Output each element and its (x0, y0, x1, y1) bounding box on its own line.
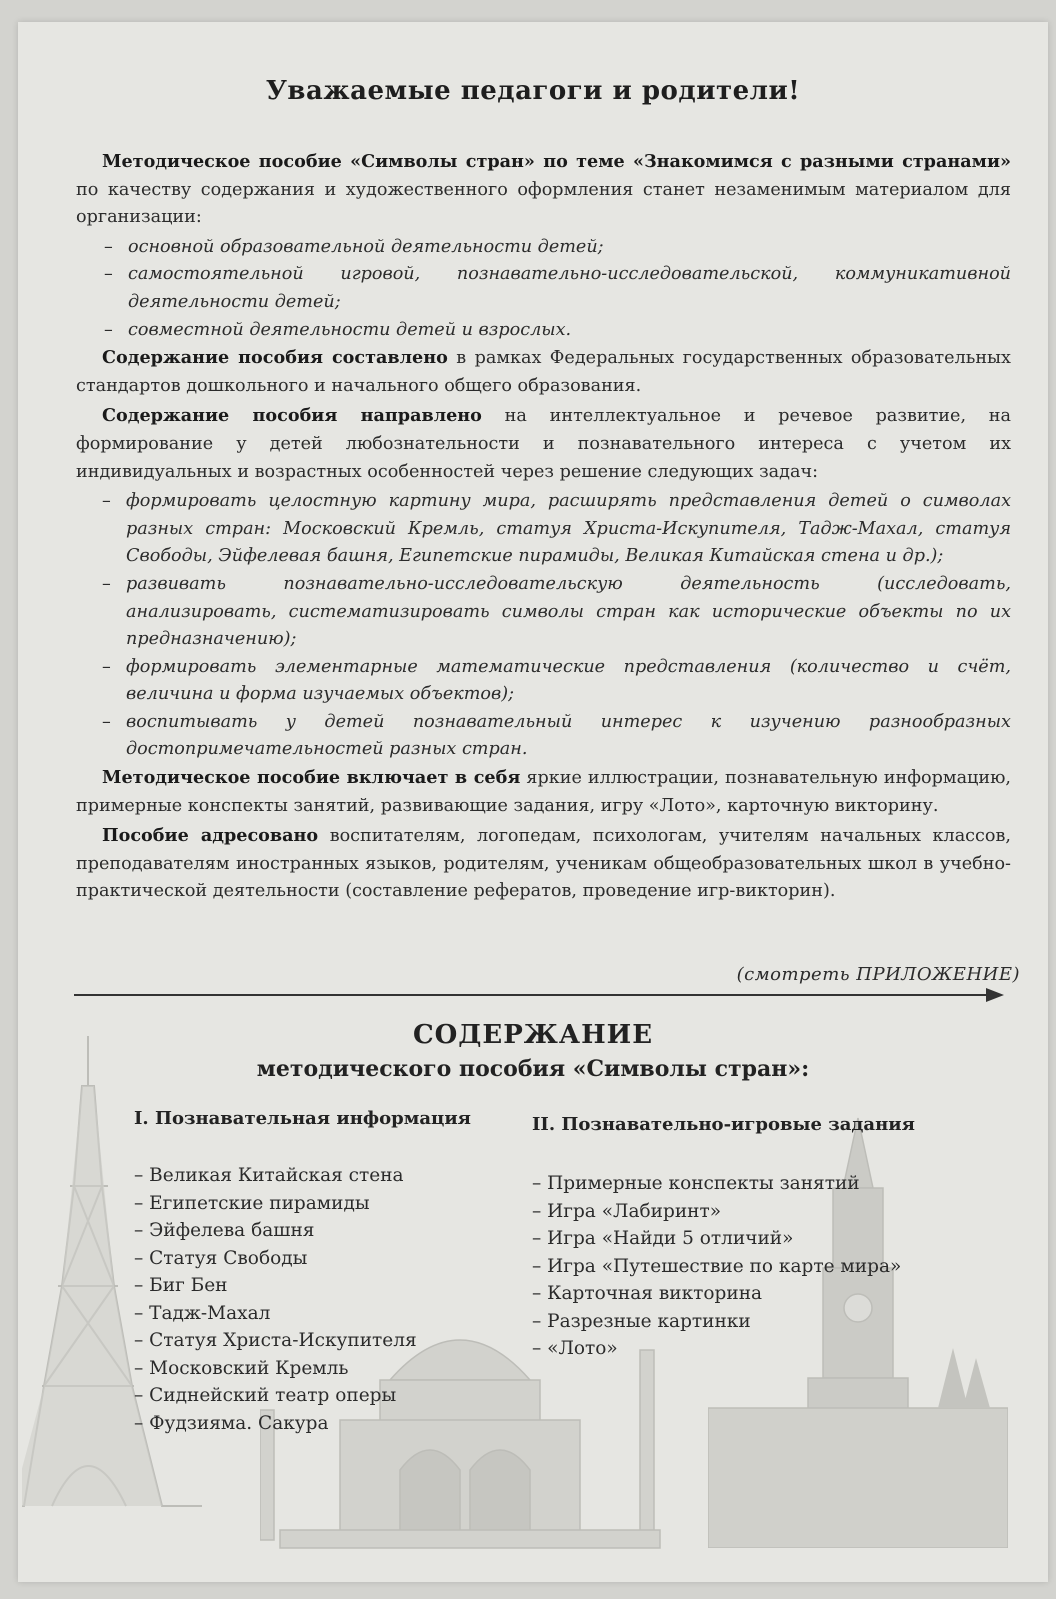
intro-section (76, 148, 1011, 908)
intro-paragraph (76, 148, 1011, 232)
list-item: – Игра «Лабиринт» (532, 1198, 901, 1226)
intro-bold-lead: Методическое пособие «Символы стран» по теме «Знакомимся с разными странами» (102, 151, 1011, 172)
activities-list (76, 234, 1011, 344)
list-item: – развивать познавательно-исследовательскую деятельность (исследовать, анализировать, систематизировать символы стран как исторические объекты по их предназначению); (76, 571, 1011, 654)
section2-heading: II. Познавательно-игровые задания (532, 1114, 915, 1135)
list-item: – совместной деятельности детей и взрослых. (76, 317, 1011, 345)
appendix-note: (смотреть ПРИЛОЖЕНИЕ) (736, 964, 1020, 985)
list-item: – Статуя Свободы (134, 1245, 417, 1273)
includes-bold-lead: Методическое пособие включает в себя (102, 767, 521, 789)
list-item: – Московский Кремль (134, 1355, 417, 1383)
arrow-right-icon (986, 988, 1004, 1002)
list-item: – самостоятельной игровой, познавательно-исследовательской, коммуникативной деятельности детей; (76, 261, 1011, 316)
document-page (18, 22, 1048, 1582)
list-item: – «Лото» (532, 1335, 901, 1363)
list-item: – формировать целостную картину мира, расширять представления детей о символах разных стран: Московский Кремль, статуя Христа-Искупителя, Тадж-Махал, статуя Свободы, Эйфелевая башня, Египетские пирамиды, Великая Китайская стена и др.); (76, 488, 1011, 571)
contents-subtitle: методического пособия «Символы стран»: (256, 1056, 810, 1082)
direction-bold-lead: Содержание пособия направлено (102, 405, 482, 427)
list-item: – Карточная викторина (532, 1280, 901, 1308)
list-item: – Сиднейский театр оперы (134, 1382, 417, 1410)
intro-text: по качеству содержания и художественного оформления станет незаменимым материалом для организации: (76, 179, 1011, 228)
standards-paragraph (76, 344, 1011, 400)
list-item: – Тадж-Махал (134, 1300, 417, 1328)
direction-text: на интеллектуальное и речевое развитие, на формирование у детей любознательности и познавательного интереса с учетом их индивидуальных и возрастных особенностей через решение следующих задач: (76, 406, 1011, 482)
list-item: – основной образовательной деятельности детей; (76, 234, 1011, 262)
tasks-list (76, 488, 1011, 764)
section1-list (134, 1162, 417, 1437)
list-item: – Фудзияма. Сакура (134, 1410, 417, 1438)
audience-paragraph (76, 822, 1011, 906)
direction-paragraph (76, 402, 1011, 486)
audience-text: воспитателям, логопедам, психологам, учителям начальных классов, преподавателям иностранных языков, родителям, ученикам общеобразовательных школ в учебно-практической деятельности (составление рефератов, проведение игр-викторин). (76, 826, 1011, 902)
includes-paragraph (76, 764, 1011, 820)
section2-list (532, 1170, 901, 1363)
list-item: – Игра «Путешествие по карте мира» (532, 1253, 901, 1281)
list-item: – воспитывать у детей познавательный интерес к изучению разнообразных достопримечательностей разных стран. (76, 709, 1011, 764)
list-item: – Примерные конспекты занятий (532, 1170, 901, 1198)
arrow-divider (74, 994, 994, 996)
page-title: Уважаемые педагоги и родители! (265, 76, 801, 106)
list-item: – формировать элементарные математические представления (количество и счёт, величина и форма изучаемых объектов); (76, 654, 1011, 709)
includes-text: яркие иллюстрации, познавательную информацию, примерные конспекты занятий, развивающие задания, игру «Лото», карточную викторину. (76, 768, 1012, 816)
list-item: – Великая Китайская стена (134, 1162, 417, 1190)
list-item: – Статуя Христа-Искупителя (134, 1327, 417, 1355)
list-item: – Эйфелева башня (134, 1217, 417, 1245)
audience-bold-lead: Пособие адресовано (102, 825, 319, 847)
list-item: – Египетские пирамиды (134, 1190, 417, 1218)
standards-text: в рамках Федеральных государственных образовательных стандартов дошкольного и начального общего образования. (76, 348, 1011, 396)
contents-title: СОДЕРЖАНИЕ (412, 1020, 654, 1050)
standards-bold-lead: Содержание пособия составлено (102, 347, 448, 369)
list-item: – Игра «Найди 5 отличий» (532, 1225, 901, 1253)
section1-heading: I. Познавательная информация (134, 1108, 471, 1129)
list-item: – Биг Бен (134, 1272, 417, 1300)
list-item: – Разрезные картинки (532, 1308, 901, 1336)
